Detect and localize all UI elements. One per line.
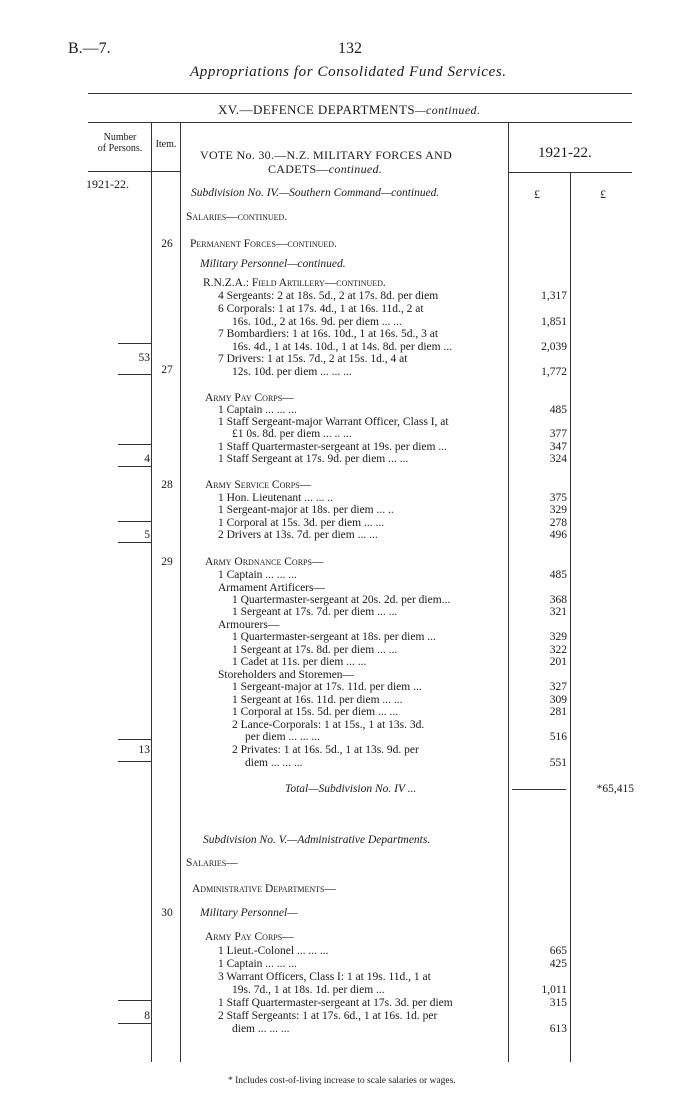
item-number: 28 [161,479,173,491]
section-heading: Salaries—continued. [186,211,288,223]
line-item: 1 Cadet at 11s. per diem ... ... [232,656,367,668]
line-item: 2 Staff Sergeants: 1 at 17s. 6d., 1 at 16s. 1d. per [218,1010,438,1022]
corps-heading: Army Pay Corps— [205,931,294,943]
line-item: 16s. 10d., 2 at 16s. 9d. per diem ... ... [232,316,402,328]
year-header-rule [508,172,632,173]
line-item: 12s. 10d. per diem ... ... ... [232,366,352,378]
corps-heading: Army Pay Corps— [205,392,294,404]
amount: 665 [549,945,567,957]
persons-year-header: 1921-22. [86,177,129,191]
persons-column-header: Number of Persons. [97,132,143,154]
line-item: 3 Warrant Officers, Class I: 1 at 19s. 11d., 1 at [218,971,431,983]
amount: 485 [549,569,567,581]
amount: 309 [549,694,567,706]
line-item: 1 Captain ... ... ... [218,958,297,970]
line-item: £1 0s. 8d. per diem ... .. ... [232,428,352,440]
currency-symbol: £ [534,187,540,201]
persons-rule [118,1000,151,1001]
persons-count: 53 [138,352,150,364]
item-column-divider [180,122,181,1062]
persons-rule [118,444,151,445]
corps-heading: Army Service Corps— [205,479,312,491]
amount: 496 [549,529,567,541]
section-heading: Salaries— [186,857,238,869]
line-item: 2 Lance-Corporals: 1 at 15s., 1 at 13s. 3d. [232,719,425,731]
persons-rule [118,739,151,740]
line-item: 16s. 4d., 1 at 14s. 10d., 1 at 14s. 8d. per diem ... [232,341,453,353]
line-item: 6 Corporals: 1 at 17s. 4d., 1 at 16s. 11d., 2 at [218,303,424,315]
amount: 322 [549,644,567,656]
subdivision-heading: Subdivision No. IV.—Southern Command—continued. [191,187,440,199]
amount: 377 [549,428,567,440]
line-item: 7 Bombardiers: 1 at 16s. 10d., 1 at 16s. 5d., 3 at [218,328,439,340]
line-item: 1 Staff Sergeant-major Warrant Officer, Class I, at [218,416,449,428]
amount: 1,011 [541,984,567,996]
amount: 281 [549,706,567,718]
amount: 2,039 [541,341,567,353]
corps-heading: R.N.Z.A.: Field Artillery—continued. [203,277,386,289]
page-number: 132 [338,40,362,57]
line-item: 4 Sergeants: 2 at 18s. 5d., 2 at 17s. 8d. per diem [218,290,439,302]
amount: 551 [549,757,567,769]
persons-rule [118,1023,151,1024]
persons-count: 8 [144,1010,150,1022]
line-item: 1 Staff Quartermaster-sergeant at 19s. per diem ... [218,441,447,453]
total-rule [512,789,566,790]
subdivision-total-label: Total—Subdivision No. IV ... [285,783,417,795]
persons-rule [118,466,151,467]
persons-count: 5 [144,529,150,541]
line-item: 1 Staff Sergeant at 17s. 9d. per diem ... ... [218,453,409,465]
line-item: 2 Drivers at 13s. 7d. per diem ... ... [218,529,378,541]
year-header: 1921-22. [538,145,592,161]
amount-column-divider [508,122,509,1062]
item-number: 30 [161,907,173,919]
vote-heading: VOTE No. 30.—N.Z. MILITARY FORCES AND CADETS—continued. [200,148,453,176]
line-item: 1 Sergeant at 17s. 7d. per diem ... ... [232,606,398,618]
amount: 278 [549,517,567,529]
item-number: 27 [161,364,173,376]
line-item: 1 Sergeant at 17s. 8d. per diem ... ... [232,644,398,656]
amount: 1,772 [541,366,567,378]
footnote: * Includes cost-of-living increase to scale salaries or wages. [228,1076,456,1086]
line-item: diem ... ... ... [232,1023,290,1035]
line-item: per diem ... ... ... [245,731,321,743]
amount: 329 [549,631,567,643]
currency-symbol: £ [600,187,606,201]
item-column-header: Item. [155,139,177,150]
section-heading: Permanent Forces—continued. [190,238,337,250]
item-number: 29 [161,556,173,568]
amount: 485 [549,404,567,416]
line-item: 7 Drivers: 1 at 15s. 7d., 2 at 15s. 1d., 4 at [218,353,408,365]
line-item: Armourers— [218,619,280,631]
amount: 315 [549,997,567,1009]
amount: 321 [549,606,567,618]
line-item: 1 Sergeant-major at 17s. 11d. per diem ... [232,681,422,693]
persons-rule [118,374,151,375]
amount: 327 [549,681,567,693]
table-top-rule [88,122,632,123]
line-item: 1 Sergeant at 16s. 11d. per diem ... ... [232,694,403,706]
persons-column-divider [151,122,152,1062]
amount: 329 [549,504,567,516]
amount: 1,317 [541,290,567,302]
line-item: 19s. 7d., 1 at 18s. 1d. per diem ... [232,984,385,996]
line-item: 1 Quartermaster-sergeant at 20s. 2d. per diem... [232,594,451,606]
line-item: 1 Corporal at 15s. 5d. per diem ... ... [232,706,399,718]
amount: 516 [549,731,567,743]
amount: 347 [549,441,567,453]
department-heading: XV.—DEFENCE DEPARTMENTS—continued. [218,102,481,117]
line-item: 1 Captain ... ... ... [218,404,297,416]
amount: 368 [549,594,567,606]
line-item: 1 Staff Quartermaster-sergeant at 17s. 3d. per diem [218,997,453,1009]
line-item: 1 Captain ... ... ... [218,569,297,581]
line-item: Armament Artificers— [218,582,325,594]
amount: 613 [549,1023,567,1035]
amount: 201 [549,656,567,668]
line-item: 1 Lieut.-Colonel ... ... ... [218,945,329,957]
section-heading: Military Personnel— [200,907,298,919]
persons-rule [118,521,151,522]
persons-header-rule [88,171,180,172]
persons-rule [118,542,151,543]
document-code: B.—7. [68,40,111,57]
page-title: Appropriations for Consolidated Fund Services. [190,64,507,80]
line-item: diem ... ... ... [245,757,303,769]
amount: 375 [549,492,567,504]
persons-count: 13 [138,744,150,756]
item-number: 26 [161,238,173,250]
corps-heading: Army Ordnance Corps— [205,556,324,568]
line-item: 1 Quartermaster-sergeant at 18s. per diem ... [232,631,436,643]
header-rule [88,93,632,94]
section-heading: Administrative Departments— [192,883,336,895]
section-heading: Military Personnel—continued. [200,258,346,270]
line-item: 1 Hon. Lieutenant ... ... .. [218,492,333,504]
line-item: 1 Sergeant-major at 18s. per diem ... .. [218,504,394,516]
total-column-divider [570,172,571,1062]
subdivision-total-amount: *65,415 [596,783,634,795]
line-item: 2 Privates: 1 at 16s. 5d., 1 at 13s. 9d. per [232,744,419,756]
amount: 1,851 [541,316,567,328]
line-item: 1 Corporal at 15s. 3d. per diem ... ... [218,517,385,529]
line-item: Storeholders and Storemen— [218,669,355,681]
persons-rule [118,761,151,762]
subdivision-heading: Subdivision No. V.—Administrative Departments. [203,834,431,846]
persons-rule [118,343,151,344]
amount: 425 [549,958,567,970]
persons-count: 4 [144,453,150,465]
amount: 324 [549,453,567,465]
